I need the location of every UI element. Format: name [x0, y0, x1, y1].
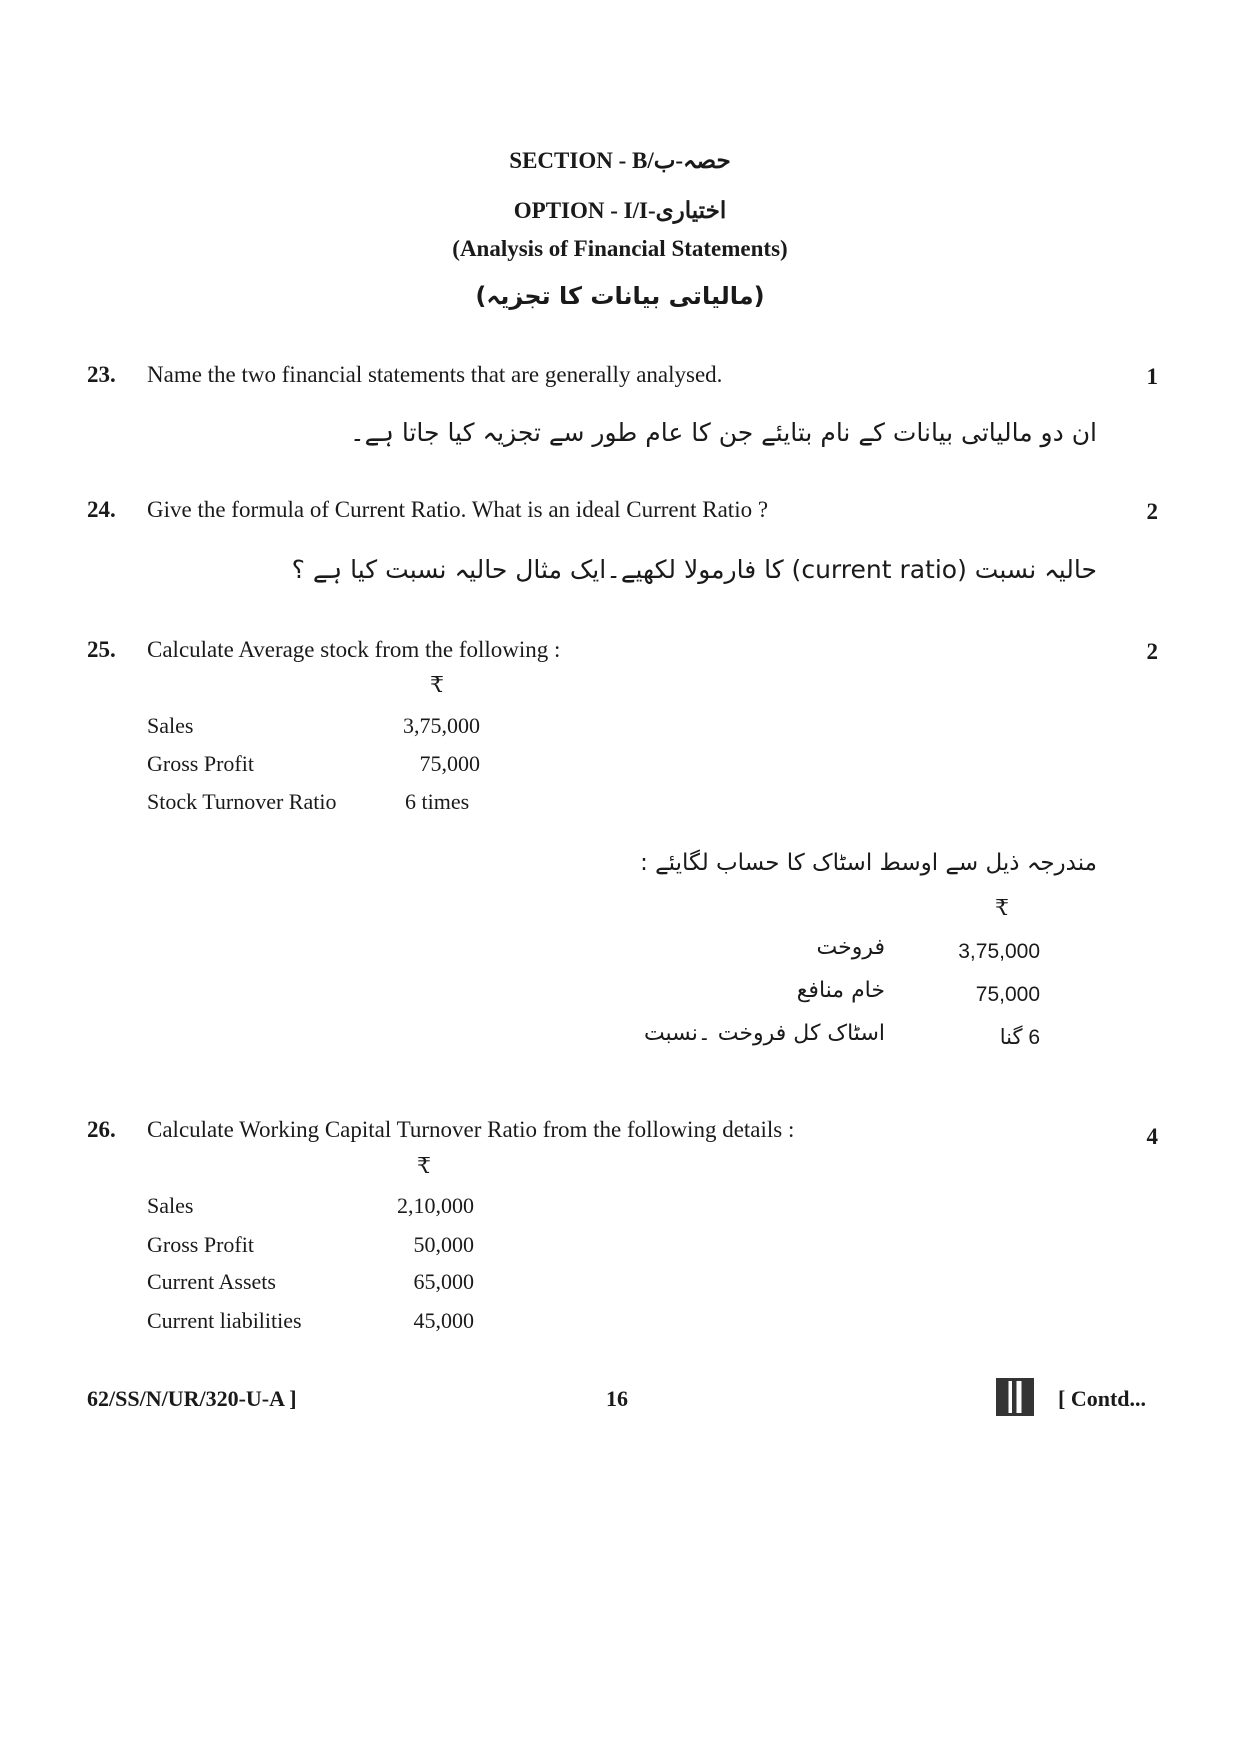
question-number: 23.	[87, 362, 116, 387]
data-row-label: Current liabilities	[147, 1308, 302, 1333]
question-text: Give the formula of Current Ratio. What is an ideal Current Ratio ?	[147, 497, 769, 522]
page-number: 16	[606, 1386, 628, 1411]
option-heading: OPTION - I/I-اختیاری	[513, 198, 727, 223]
question-number: 24.	[87, 497, 116, 522]
question-text: Calculate Average stock from the following :	[147, 637, 561, 662]
question-urdu: ان دو مالیاتی بیانات کے نام بتایئے جن کا عام طور سے تجزیہ کیا جاتا ہے۔	[349, 418, 1097, 447]
question-marks: 4	[1146, 1124, 1158, 1149]
urdu-row-value: 75,000	[975, 983, 1040, 1006]
urdu-row-value: 6 گنا	[999, 1026, 1040, 1049]
data-row-label: Sales	[147, 1193, 194, 1218]
data-row-label: Gross Profit	[147, 751, 254, 776]
question-marks: 2	[1146, 639, 1158, 664]
urdu-row-label: فروخت	[816, 935, 885, 960]
currency-symbol: ₹	[417, 1153, 431, 1178]
question-urdu: مندرجہ ذیل سے اوسط اسٹاک کا حساب لگایئے :	[640, 850, 1097, 876]
question-text: Calculate Working Capital Turnover Ratio from the following details :	[147, 1117, 795, 1142]
continued-label: [ Contd...	[1058, 1386, 1147, 1411]
qr-code-icon	[996, 1378, 1034, 1416]
data-row-value: 75,000	[419, 751, 480, 776]
data-row-value: 2,10,000	[397, 1193, 474, 1218]
question-urdu: حالیہ نسبت (current ratio) کا فارمولا لکھیے۔ایک مثال حالیہ نسبت کیا ہے ؟	[291, 555, 1097, 584]
data-row-value: 6 times	[405, 789, 470, 814]
paper-code: 62/SS/N/UR/320-U-A ]	[87, 1386, 297, 1411]
question-number: 26.	[87, 1117, 116, 1142]
data-row-label: Sales	[147, 713, 194, 738]
currency-symbol: ₹	[430, 672, 444, 697]
data-row-value: 45,000	[413, 1308, 474, 1333]
question-text: Name the two financial statements that are generally analysed.	[147, 362, 723, 387]
subject-title-ur: (مالیاتی بیانات کا تجزیہ)	[475, 282, 765, 310]
data-row-value: 3,75,000	[403, 713, 480, 738]
question-number: 25.	[87, 637, 116, 662]
data-row-value: 65,000	[413, 1269, 474, 1294]
urdu-row-value: 3,75,000	[958, 940, 1040, 963]
subject-title-en: (Analysis of Financial Statements)	[452, 236, 788, 261]
section-heading: SECTION - B/حصہ-ب	[509, 148, 731, 173]
data-row-label: Current Assets	[147, 1269, 276, 1294]
data-row-label: Gross Profit	[147, 1232, 254, 1257]
urdu-row-label: خام منافع	[796, 978, 885, 1003]
data-row-value: 50,000	[413, 1232, 474, 1257]
data-row-label: Stock Turnover Ratio	[147, 789, 337, 814]
urdu-row-label: اسٹاک کل فروخت ۔نسبت	[643, 1021, 885, 1046]
question-marks: 1	[1146, 364, 1158, 389]
question-marks: 2	[1146, 499, 1158, 524]
currency-symbol-urdu: ₹	[995, 895, 1009, 920]
